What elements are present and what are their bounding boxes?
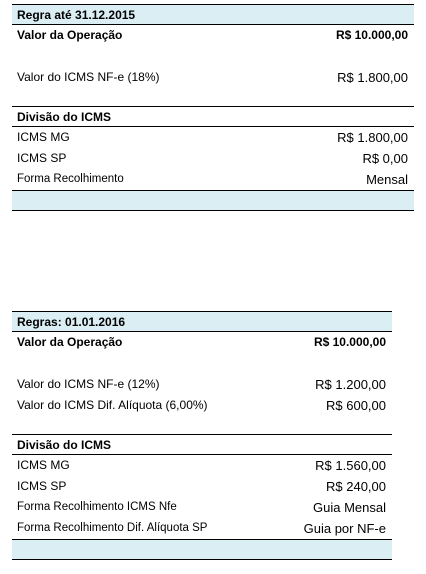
blank-row xyxy=(12,88,414,106)
operation-label: Valor da Operação xyxy=(17,28,123,42)
operation-value: R$ 10.000,00 xyxy=(335,28,408,42)
table-row xyxy=(12,476,392,497)
table-row xyxy=(12,169,414,190)
row-value: R$ 240,00 xyxy=(326,479,386,494)
row-label: Forma Recolhimento Dif. Alíquota SP xyxy=(17,522,208,534)
row-label: ICMS SP xyxy=(17,479,67,493)
rule-table-2016 xyxy=(11,311,392,560)
table-title: Regra até 31.12.2015 xyxy=(17,8,136,22)
table-row xyxy=(12,455,392,476)
table-footer xyxy=(12,190,414,211)
row-value: Guia por NF-e xyxy=(303,521,386,536)
icms-nfe-value: R$ 1.800,00 xyxy=(337,70,408,85)
table-header xyxy=(12,4,414,25)
blank-row xyxy=(12,46,414,67)
icms-nfe-value: R$ 1.200,00 xyxy=(315,377,386,392)
row-value: R$ 1.560,00 xyxy=(315,458,386,473)
table-row xyxy=(12,148,414,169)
table-footer xyxy=(12,539,392,560)
table-row xyxy=(12,127,414,148)
row-label: Forma Recolhimento ICMS Nfe xyxy=(17,501,177,513)
row-value: R$ 1.800,00 xyxy=(337,130,408,145)
section-header xyxy=(12,434,392,455)
icms-dif-row xyxy=(12,395,392,416)
row-value: Mensal xyxy=(366,172,408,187)
rule-table-2015 xyxy=(11,4,414,211)
row-label: ICMS MG xyxy=(17,458,70,472)
icms-dif-value: R$ 600,00 xyxy=(326,398,386,413)
row-label: Forma Recolhimento xyxy=(17,173,124,185)
table-title: Regras: 01.01.2016 xyxy=(17,315,126,329)
row-label: ICMS MG xyxy=(17,130,70,144)
section-title: Divisão do ICMS xyxy=(17,110,112,124)
row-label: ICMS SP xyxy=(17,151,67,165)
blank-row xyxy=(12,353,392,374)
icms-nfe-row xyxy=(12,67,414,88)
operation-value: R$ 10.000,00 xyxy=(313,335,386,349)
table-row xyxy=(12,497,392,518)
table-header xyxy=(12,311,392,332)
operation-row xyxy=(12,25,414,46)
icms-nfe-row xyxy=(12,374,392,395)
operation-row xyxy=(12,332,392,353)
row-value: Guia Mensal xyxy=(313,500,386,515)
section-title: Divisão do ICMS xyxy=(17,438,112,452)
table-row xyxy=(12,518,392,539)
section-header xyxy=(12,106,414,127)
icms-nfe-label: Valor do ICMS NF-e (12%) xyxy=(17,377,160,391)
operation-label: Valor da Operação xyxy=(17,335,123,349)
blank-row xyxy=(12,416,392,434)
icms-dif-label: Valor do ICMS Dif. Alíquota (6,00%) xyxy=(17,398,208,412)
icms-nfe-label: Valor do ICMS NF-e (18%) xyxy=(17,70,160,84)
row-value: R$ 0,00 xyxy=(362,151,408,166)
